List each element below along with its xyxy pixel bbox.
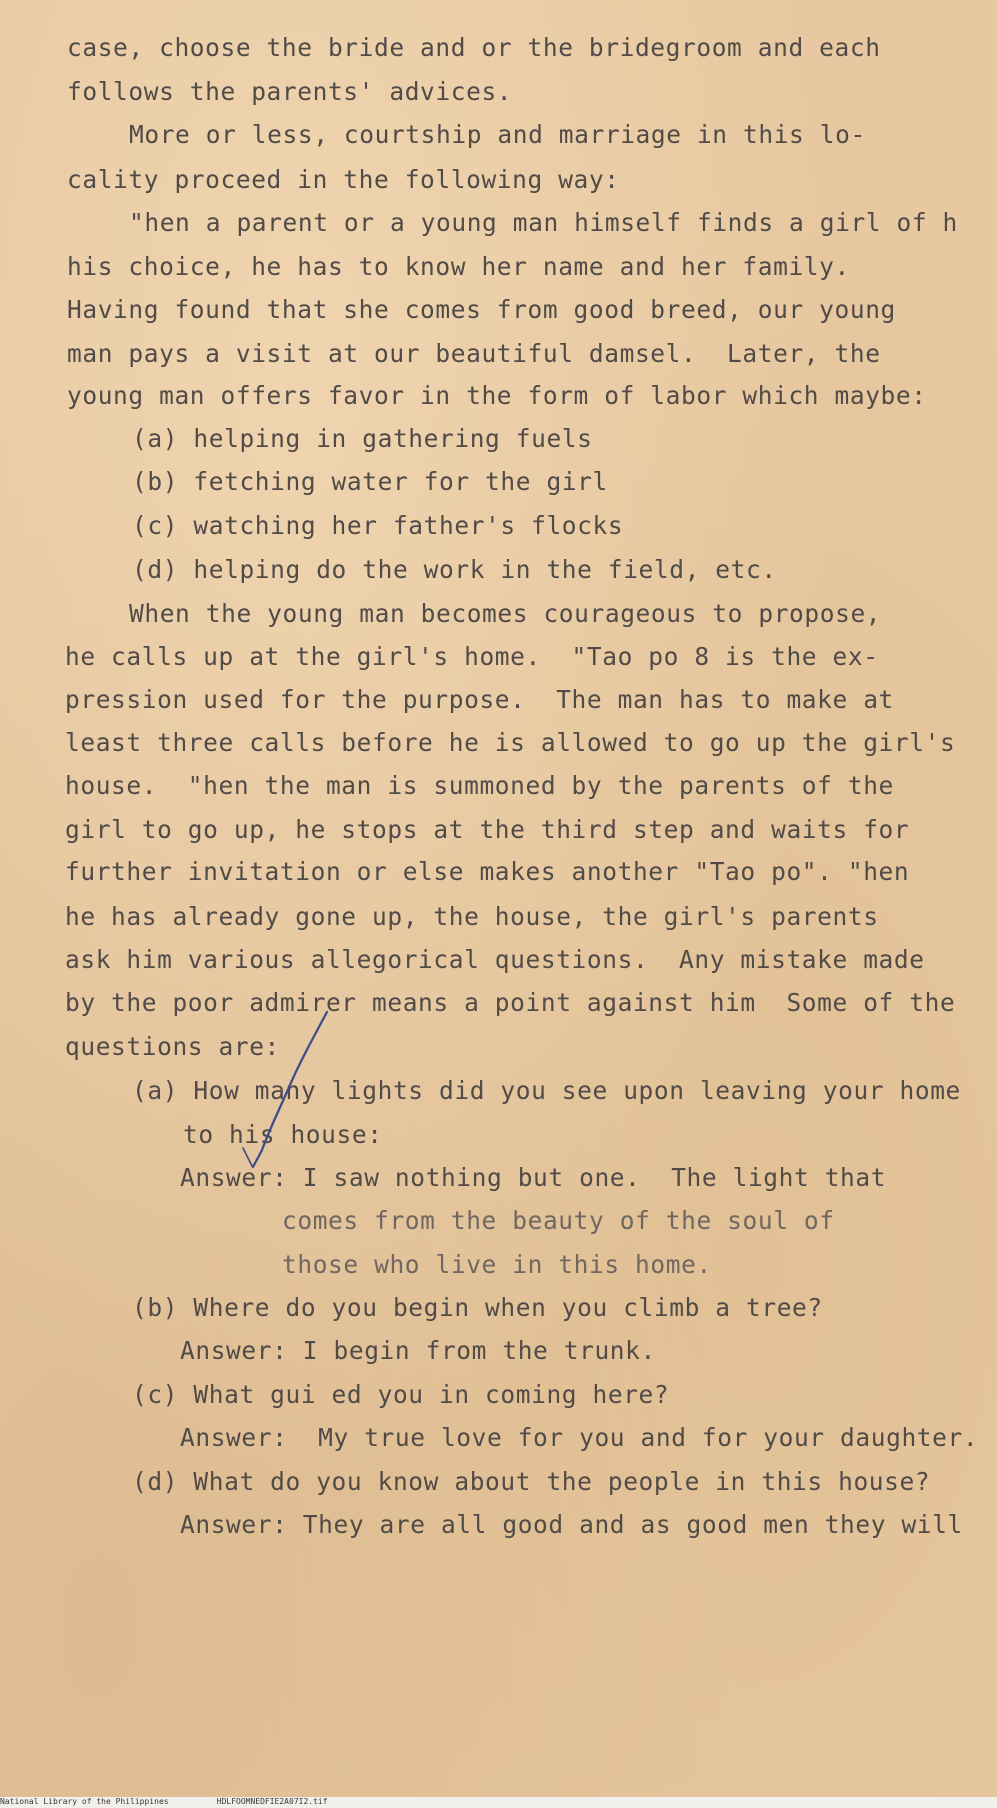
text-line: house. "hen the man is summoned by the parents of the: [65, 771, 894, 800]
text-line: further invitation or else makes another "Tao po". "hen: [65, 857, 910, 886]
text-line: he calls up at the girl's home. "Tao po 8 is the ex-: [65, 642, 879, 671]
answer-line: Answer: I saw nothing but one. The light that: [180, 1163, 887, 1192]
footer-source: National Library of the Philippines: [0, 1797, 169, 1806]
scan-footer: [0, 1797, 997, 1808]
answer-line: Answer: My true love for you and for your daughter.: [180, 1423, 979, 1452]
text-line: ask him various allegorical questions. Any mistake made: [65, 945, 925, 974]
text-line: cality proceed in the following way:: [67, 165, 620, 194]
text-line: by the poor admirer means a point against him Some of the: [65, 988, 956, 1017]
answer-line: comes from the beauty of the soul of: [282, 1206, 835, 1235]
text-line: he has already gone up, the house, the girl's parents: [65, 902, 879, 931]
list-item: (b) fetching water for the girl: [132, 467, 608, 496]
answer-line: Answer: I begin from the trunk.: [180, 1336, 656, 1365]
answer-line: Answer: They are all good and as good men they will: [180, 1510, 963, 1539]
text-line: girl to go up, he stops at the third step and waits for: [65, 815, 910, 844]
question-item: (b) Where do you begin when you climb a tree?: [132, 1293, 823, 1322]
text-line: young man offers favor in the form of labor which maybe:: [67, 381, 927, 410]
question-item: (c) What gui ed you in coming here?: [132, 1380, 670, 1409]
text-line: questions are:: [65, 1032, 280, 1061]
footer-filename: HDLFOOMNEDFIE2A07I2.tif: [216, 1797, 328, 1806]
text-line: When the young man becomes courageous to propose,: [129, 599, 882, 628]
text-line: "hen a parent or a young man himself finds a girl of h: [129, 208, 958, 237]
question-item: to his house:: [183, 1120, 383, 1149]
text-line: his choice, he has to know her name and her family.: [67, 252, 850, 281]
text-line: man pays a visit at our beautiful damsel. Later, the: [67, 339, 881, 368]
list-item: (c) watching her father's flocks: [132, 511, 624, 540]
answer-line: those who live in this home.: [282, 1250, 712, 1279]
text-line: case, choose the bride and or the bridegroom and each: [67, 33, 881, 62]
list-item: (a) helping in gathering fuels: [132, 424, 593, 453]
text-line: More or less, courtship and marriage in this lo-: [129, 120, 866, 149]
question-item: (d) What do you know about the people in this house?: [132, 1467, 931, 1496]
text-line: pression used for the purpose. The man has to make at: [65, 685, 894, 714]
text-line: follows the parents' advices.: [67, 77, 513, 106]
question-item: (a) How many lights did you see upon leaving your home: [132, 1076, 961, 1105]
text-line: least three calls before he is allowed to go up the girl's: [65, 728, 956, 757]
text-line: Having found that she comes from good breed, our young: [67, 295, 896, 324]
list-item: (d) helping do the work in the field, etc.: [132, 555, 777, 584]
